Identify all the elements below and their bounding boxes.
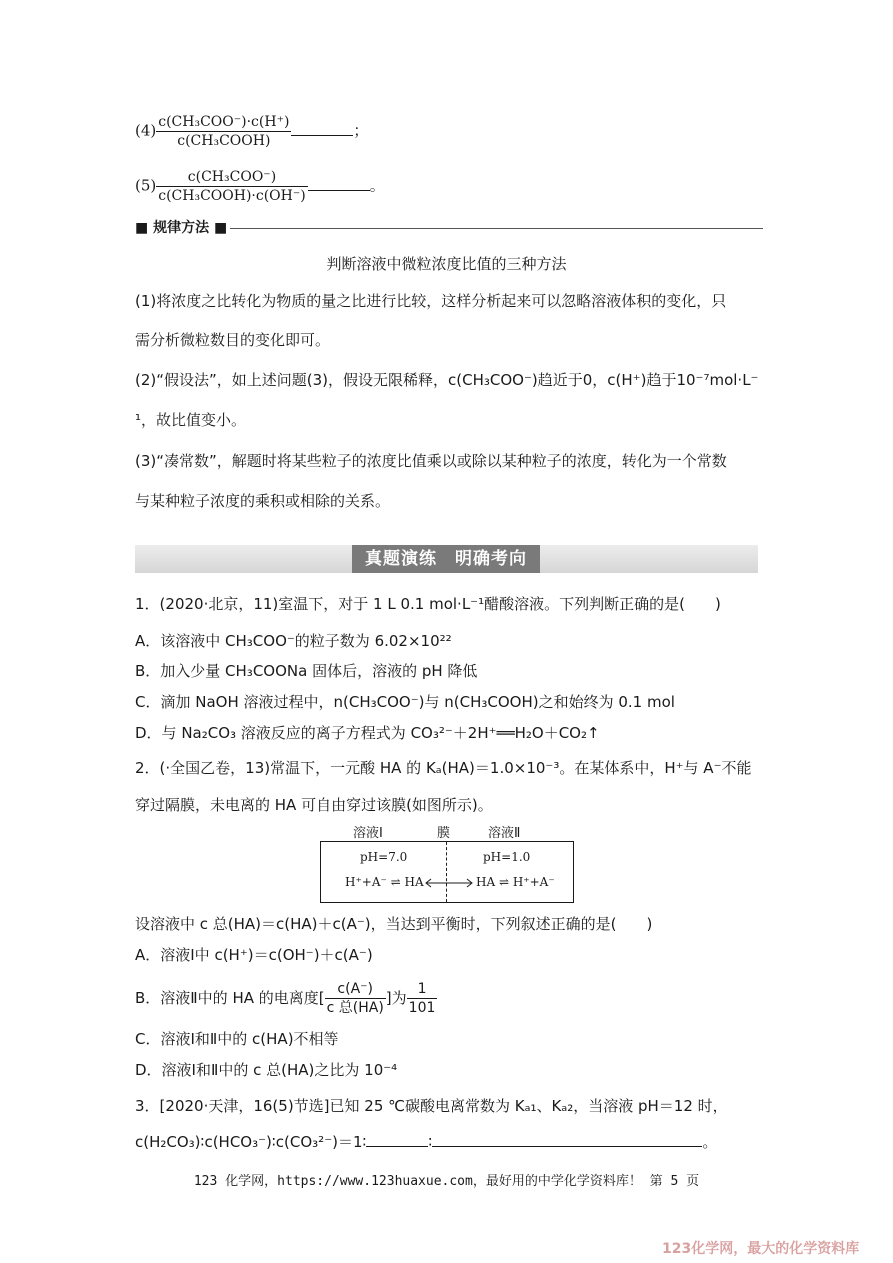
- q4-fraction: [156, 113, 291, 150]
- q5-answer-blank[interactable]: [308, 176, 370, 191]
- q1-option-b[interactable]: B．加入少量 CH₃COONa 固体后，溶液的 pH 降低: [135, 662, 478, 680]
- fig-equilibrium-2: HA ⇌ H⁺+A⁻: [476, 875, 555, 889]
- q3-blank-1[interactable]: [366, 1132, 428, 1147]
- fig-label-solution-2: 溶液Ⅱ: [488, 826, 521, 841]
- q2-b-mid: ]为: [385, 989, 407, 1007]
- section-header-title: 真题演练 明确考向: [352, 545, 540, 573]
- method-heading: ■ 规律方法 ■: [135, 220, 228, 236]
- q2-stem-3: 设溶液中 c 总(HA)＝c(HA)＋c(A⁻)，当达到平衡时，下列叙述正确的是( ): [135, 915, 653, 933]
- method-rule: [230, 228, 763, 229]
- q2-b-fden: 101: [408, 1000, 436, 1016]
- q2-b-den: c 总(HA): [326, 1000, 384, 1016]
- q3-end: 。: [702, 1133, 718, 1151]
- fig-equilibrium-1: H⁺+A⁻ ⇌ HA: [345, 875, 424, 889]
- fig-label-solution-1: 溶液Ⅰ: [353, 826, 383, 841]
- q2-option-c[interactable]: C．溶液Ⅰ和Ⅱ中的 c(HA)不相等: [135, 1030, 339, 1048]
- q2-stem-2: 穿过隔膜，未电离的 HA 可自由穿过该膜(如图所示)。: [135, 796, 493, 814]
- q3-ratio-sep: ∶: [428, 1133, 433, 1151]
- fig-label-membrane: 膜: [437, 826, 451, 841]
- q4-label: (4): [135, 121, 157, 140]
- q2-option-d[interactable]: D．溶液Ⅰ和Ⅱ中的 c 总(HA)之比为 10⁻⁴: [135, 1061, 398, 1079]
- q4-denominator: c(CH₃COOH): [177, 133, 271, 149]
- q2-option-b[interactable]: [135, 980, 437, 1017]
- q1-option-d[interactable]: D．与 Na₂CO₃ 溶液反应的离子方程式为 CO₃²⁻＋2H⁺══H₂O＋CO₂↑: [135, 724, 600, 742]
- method-p2a: (2)“假设法”，如上述问题(3)，假设无限稀释，c(CH₃COO⁻)趋近于0，c(H⁺)趋于10⁻⁷mol·L⁻: [135, 371, 759, 389]
- q2-b-fnum: 1: [407, 980, 438, 999]
- q3-blank-2[interactable]: [432, 1132, 702, 1147]
- method-subtitle: 判断溶液中微粒浓度比值的三种方法: [326, 255, 567, 273]
- q4-answer-blank[interactable]: [291, 121, 353, 136]
- q3-ratio-prefix: c(H₂CO₃)∶c(HCO₃⁻)∶c(CO₃²⁻)＝1∶: [135, 1133, 367, 1151]
- q4-item: [135, 113, 368, 150]
- q2-stem-1: 2．(·全国乙卷，13)常温下，一元酸 HA 的 Kₐ(HA)＝1.0×10⁻³。在某体系中，H⁺与 A⁻不能: [135, 759, 752, 777]
- q4-numerator: c(CH₃COO⁻)·c(H⁺): [158, 114, 290, 130]
- method-p3b: 与某种粒子浓度的乘积或相除的关系。: [135, 492, 391, 510]
- page-footer: 123 化学网，https://www.123huaxue.com，最好用的中学化学资料库！ 第 5 页: [193, 1174, 700, 1189]
- q2-b-ionization-fraction: [325, 980, 386, 1017]
- q2-b-num: c(A⁻): [325, 980, 386, 999]
- q5-fraction: [156, 168, 307, 205]
- q5-numerator: c(CH₃COO⁻): [156, 168, 307, 187]
- method-p2b: ¹，故比值变小。: [135, 411, 247, 429]
- q2-b-value-fraction: [407, 980, 438, 1017]
- q5-item: [135, 168, 385, 205]
- fig-ph-1: pH=7.0: [360, 850, 408, 864]
- q1-option-a[interactable]: A．该溶液中 CH₃COO⁻的粒子数为 6.02×10²²: [135, 632, 452, 650]
- watermark: 123化学网，最大的化学资料库: [662, 1241, 860, 1257]
- q3-stem-1: 3．[2020·天津，16(5)节选]已知 25 ℃碳酸电离常数为 Kₐ₁、Kₐ₂，当溶液 pH＝12 时，: [135, 1097, 728, 1115]
- membrane-line: [446, 842, 447, 902]
- q2-option-a[interactable]: A．溶液Ⅰ中 c(H⁺)＝c(OH⁻)＋c(A⁻): [135, 946, 373, 964]
- membrane-figure: [320, 841, 574, 903]
- q1-stem: 1．(2020·北京，11)室温下，对于 1 L 0.1 mol·L⁻¹醋酸溶液。下列判断正确的是( ): [135, 595, 721, 613]
- q3-stem-2: [135, 1132, 717, 1152]
- q4-end: ；: [353, 121, 369, 140]
- fig-double-arrow: [424, 877, 474, 889]
- q5-end: 。: [369, 176, 385, 195]
- q1-option-c[interactable]: C．滴加 NaOH 溶液过程中，n(CH₃COO⁻)与 n(CH₃COOH)之和始终为 0.1 mol: [135, 693, 675, 711]
- method-p1a: (1)将浓度之比转化为物质的量之比进行比较，这样分析起来可以忽略溶液体积的变化，只: [135, 292, 727, 310]
- method-p1b: 需分析微粒数目的变化即可。: [135, 331, 331, 349]
- method-p3a: (3)“凑常数”，解题时将某些粒子的浓度比值乘以或除以某种粒子的浓度，转化为一个常数: [135, 452, 727, 470]
- q2-b-prefix: B．溶液Ⅱ中的 HA 的电离度[: [135, 989, 325, 1007]
- fig-ph-2: pH=1.0: [483, 850, 531, 864]
- q5-label: (5): [135, 176, 157, 195]
- q5-denominator: c(CH₃COOH)·c(OH⁻): [158, 188, 306, 204]
